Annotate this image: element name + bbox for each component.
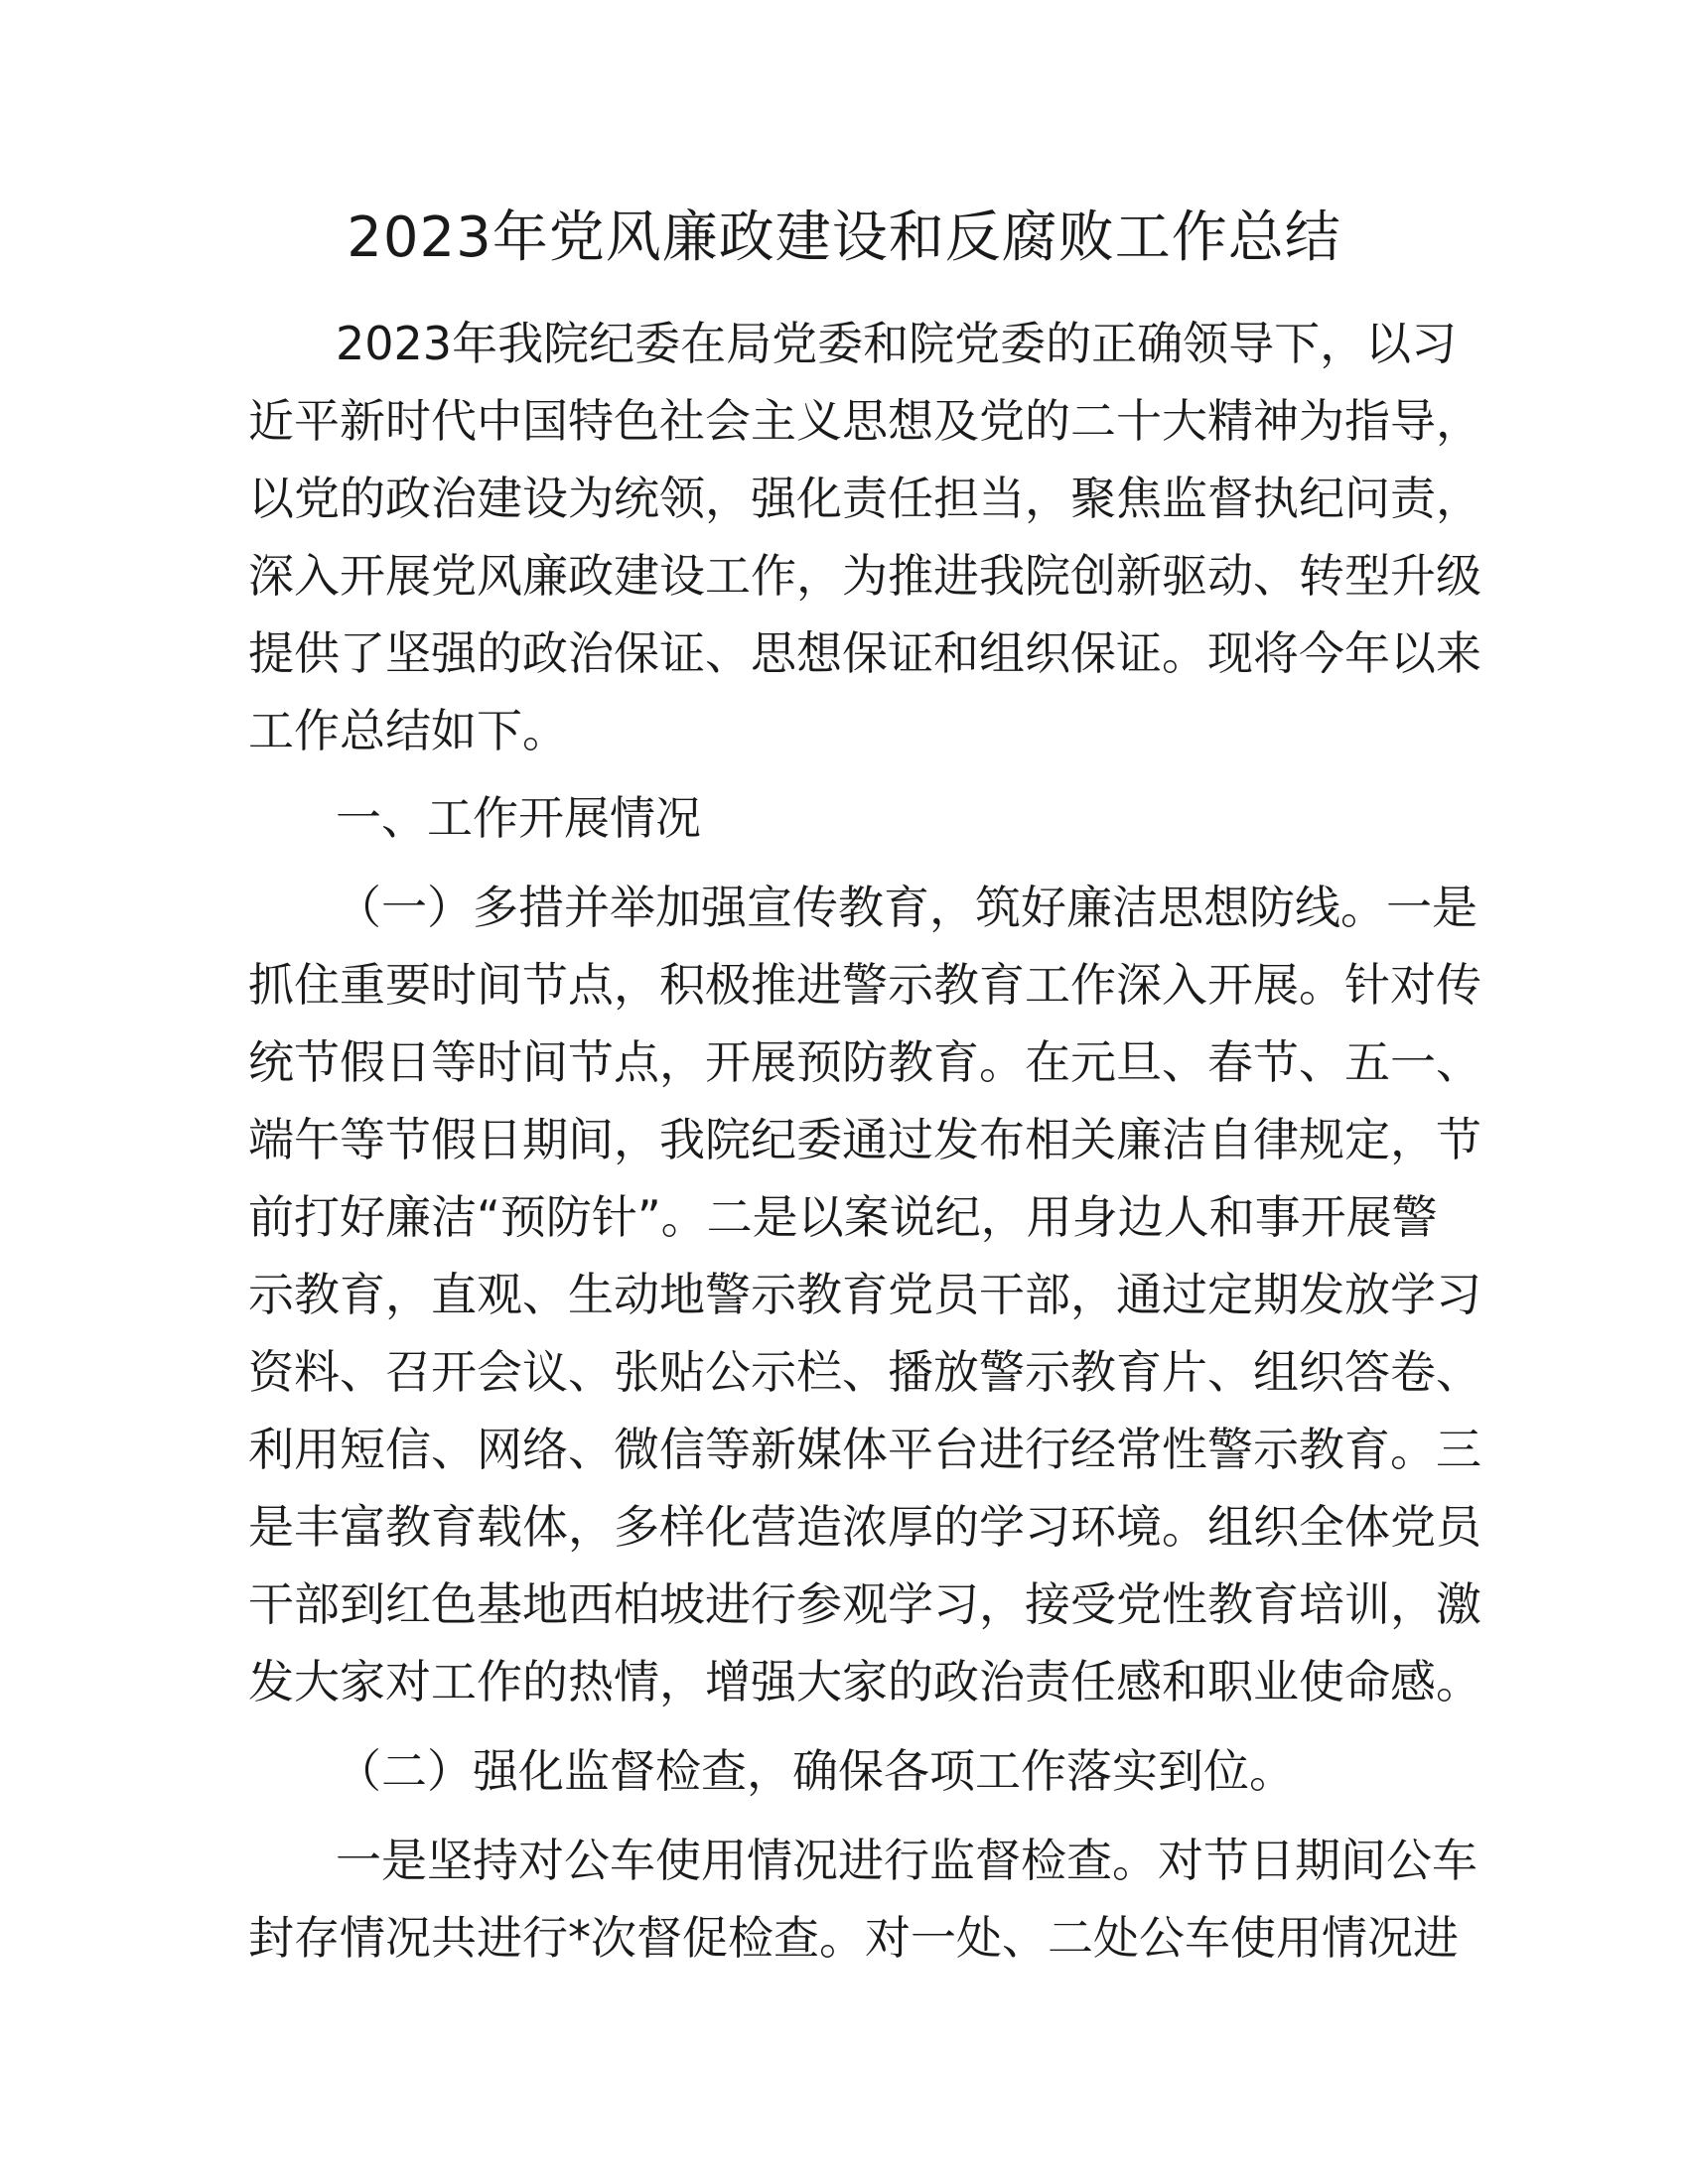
section-heading: 一、工作开展情况 xyxy=(336,791,701,845)
paragraph-line: 深入开展党风廉政建设工作，为推进我院创新驱动、转型升级 xyxy=(248,549,1481,603)
paragraph-line: 发大家对工作的热情，增强大家的政治责任感和职业使命感。 xyxy=(248,1655,1481,1708)
paragraph-line: 是丰富教育载体，多样化营造浓厚的学习环境。组织全体党员 xyxy=(248,1500,1481,1554)
paragraph-line: 工作总结如下。 xyxy=(248,704,568,757)
paragraph-line: 抓住重要时间节点，积极推进警示教育工作深入开展。针对传 xyxy=(248,958,1481,1012)
paragraph-line: 提供了坚强的政治保证、思想保证和组织保证。现将今年以来 xyxy=(248,626,1481,680)
paragraph-line: 前打好廉洁“预防针”。二是以案说纪，用身边人和事开展警 xyxy=(248,1190,1438,1244)
paragraph-line: 端午等节假日期间，我院纪委通过发布相关廉洁自律规定，节 xyxy=(248,1113,1481,1166)
paragraph-line: 干部到红色基地西柏坡进行参观学习，接受党性教育培训，激 xyxy=(248,1577,1481,1631)
paragraph-line: 资料、召开会议、张贴公示栏、播放警示教育片、组织答卷、 xyxy=(248,1345,1481,1399)
paragraph-line: 封存情况共进行*次督促检查。对一处、二处公车使用情况进 xyxy=(248,1911,1459,1965)
paragraph-line: 示教育，直观、生动地警示教育党员干部，通过定期发放学习 xyxy=(248,1268,1481,1321)
paragraph-line: 2023年我院纪委在局党委和院党委的正确领导下，以习 xyxy=(336,317,1458,370)
paragraph-line: 利用短信、网络、微信等新媒体平台进行经常性警示教育。三 xyxy=(248,1423,1481,1476)
paragraph-line: 一是坚持对公车使用情况进行监督检查。对节日期间公车 xyxy=(336,1834,1477,1887)
paragraph-line: 以党的政治建设为统领，强化责任担当，聚焦监督执纪问责， xyxy=(248,472,1481,525)
section-heading: （二）强化监督检查，确保各项工作落实到位。 xyxy=(336,1744,1295,1798)
paragraph-line: 统节假日等时间节点，开展预防教育。在元旦、春节、五一、 xyxy=(248,1035,1481,1089)
paragraph-line: 近平新时代中国特色社会主义思想及党的二十大精神为指导， xyxy=(248,394,1481,448)
paragraph-line: （一）多措并举加强宣传教育，筑好廉洁思想防线。一是 xyxy=(336,881,1477,934)
document-title: 2023年党风廉政建设和反腐败工作总结 xyxy=(347,205,1341,270)
